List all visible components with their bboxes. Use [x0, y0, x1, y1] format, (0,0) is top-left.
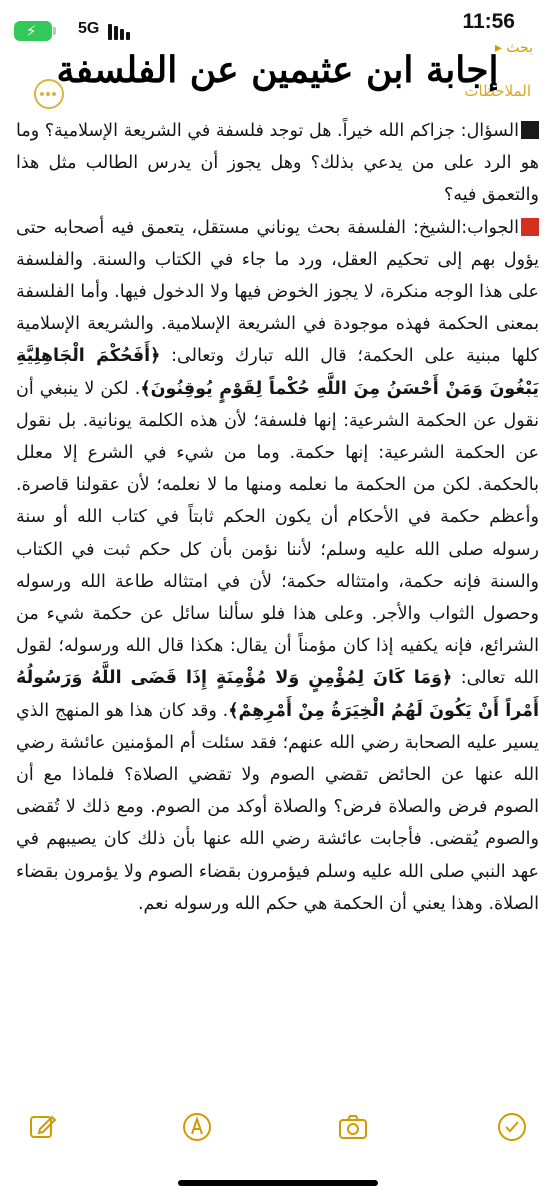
answer-paragraph	[9, 212, 540, 920]
answer-text-1: الشيخ: الفلسفة بحث يوناني مستقل، يتعمق فيه أصحابه حتى يؤول بهم إلى تحكيم العقل، ورد ما جاء في الكتاب والسنة. والفلسفة على هذا الوجه منكرة، لا يجوز الخوض فيها ولا الدخول فيها. وأما الفلسفة بمعنى الحكمة فهذه موجودة في الشريعة الإسلامية. والشريعة الإسلامية كلها مبنية على الحكمة؛ قال الله تبارك وتعالى:	[10, 217, 540, 367]
question-label: السؤال:	[460, 121, 519, 141]
quran-verse-1: ﴿أَفَحُكْمَ الْجَاهِلِيَّةِ يَبْغُونَ وَمَنْ أَحْسَنُ مِنَ اللَّهِ حُكْماً لِقَوْمٍ يُوقِنُونَ﴾	[9, 346, 539, 399]
bottom-toolbar	[0, 1100, 555, 1160]
camera-icon[interactable]	[338, 1112, 368, 1142]
quran-verse-2: ﴿وَمَا كَانَ لِمُؤْمِنٍ وَلا مُؤْمِنَةٍ إِذَا قَضَى اللَّهُ وَرَسُولُهُ أَمْراً أَنْ يَكُونَ لَهُمُ الْخِيَرَةُ مِنْ أَمْرِهِمْ﴾	[9, 668, 539, 721]
note-body[interactable]	[9, 115, 540, 920]
compose-icon[interactable]	[28, 1112, 58, 1142]
question-text: جزاكم الله خيراً. هل توجد فلسفة في الشريعة الإسلامية؟ وما هو الرد على من يدعي بذلك؟ وهل يجوز أن يدرس الطالب مثل هذا والتعمق فيه؟	[10, 121, 539, 206]
overlay-title: إجابة ابن عثيمين عن الفلسفة	[56, 49, 499, 91]
answer-label: الجواب:	[461, 217, 519, 238]
battery-icon: ⚡	[14, 21, 58, 43]
checklist-icon[interactable]	[497, 1112, 527, 1142]
back-link[interactable]: بحث ▸	[494, 40, 533, 56]
black-square-icon	[521, 121, 539, 139]
question-paragraph	[10, 115, 539, 212]
notes-folder-link[interactable]: الملاحظات	[464, 82, 531, 100]
status-bar	[0, 0, 555, 52]
clock: 11:56	[462, 10, 515, 33]
home-indicator[interactable]	[178, 1180, 378, 1186]
answer-text-3: . وقد كان هذا هو المنهج الذي يسير عليه الصحابة رضي الله عنهم؛ فقد سئلت أم المؤمنين عائشة رضي الله عنها عن الحائض تقضي الصوم ولا تقضي الصلاة؟ فلماذا مع أن الصوم فرض والصلاة فرض؟ والصلاة أوكد من الصوم. ومع ذلك لا تُقضى والصوم يُقضى. فأجابت عائشة رضي الله عنها بأن ذلك كان يصيبهم في عهد النبي صلى الله عليه وسلم فيؤمرون بقضاء الصوم ولا يؤمرون بقضاء الصلاة. وهذا يعني أن الحكمة هي حكم الله ورسوله نعم.	[10, 700, 539, 914]
red-square-icon	[521, 218, 539, 236]
signal-icon	[108, 22, 134, 40]
markup-icon[interactable]	[182, 1112, 212, 1142]
answer-text-2: . لكن لا ينبغي أن نقول عن الحكمة الشرعية: إنها فلسفة؛ لأن هذه الكلمة يونانية. بل نقول عن الحكمة الشرعية: إنها حكمة. وما من شيء في الشرع إلا معلل بالحكمة. لكن من الحكمة ما نعلمه ومنها ما لا نعلمه؛ لأن عقولنا قاصرة. وأعظم حكمة في الأحكام أن يكون الحكم ثابتاً في كتاب الله أو سنة رسوله صلى الله عليه وسلم؛ لأننا نؤمن بأن كل حكم ثبت في الكتاب والسنة فإنه حكمة، وامتثاله حكمة؛ لأن في امتثاله طاعة الله ورسوله وحصول الثواب والأجر. وعلى هذا فلو سألنا سائل عن حكمة شيء من الشرائع، فإنه يكفيه إذا كان مؤمناً أن يقال: هكذا قال الله ورسوله؛ لقول الله تعالى:	[10, 378, 539, 689]
network-type: 5G	[78, 20, 100, 37]
